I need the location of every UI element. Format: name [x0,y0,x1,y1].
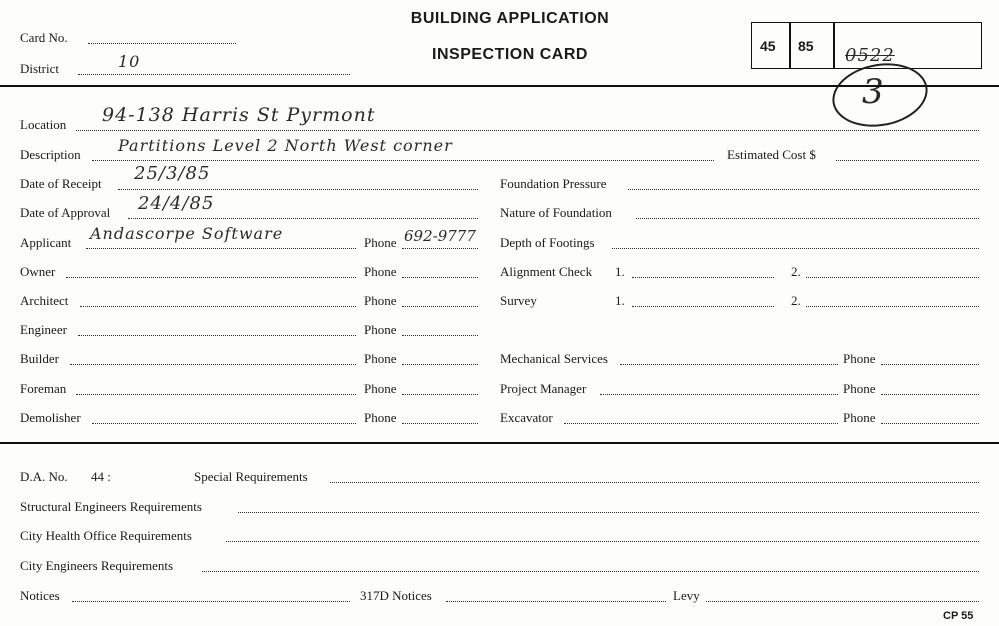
da-no-value: 44 : [91,469,111,484]
description-label: Description [20,147,81,162]
city-health-field[interactable] [226,541,979,542]
box-divider-1 [789,22,791,69]
applicant-field[interactable] [86,248,356,249]
mechanical-services-label: Mechanical Services [500,351,608,366]
project-manager-phone-field[interactable] [881,394,979,395]
estimated-cost-field[interactable] [836,160,979,161]
foundation-pressure-label: Foundation Pressure [500,176,607,191]
survey-label: Survey [500,293,537,308]
owner-label: Owner [20,264,56,279]
card-title-line1: BUILDING APPLICATION [410,10,610,27]
survey-num2: 2. [791,293,801,308]
district-field[interactable] [78,74,350,75]
foreman-phone-field[interactable] [402,394,478,395]
alignment-check-field-2[interactable] [806,277,979,278]
box-divider-2 [833,22,835,69]
owner-phone-label: Phone [364,264,397,279]
engineer-field[interactable] [78,335,356,336]
owner-phone-field[interactable] [402,277,478,278]
demolisher-phone-label: Phone [364,410,397,425]
date-approval-label: Date of Approval [20,205,111,220]
survey-num1: 1. [615,293,625,308]
header-rule [0,85,999,87]
architect-phone-field[interactable] [402,306,478,307]
district-label: District [20,61,59,76]
location-field[interactable] [76,130,979,131]
nature-foundation-field[interactable] [636,218,979,219]
description-field[interactable] [92,160,714,161]
depth-footings-field[interactable] [612,248,979,249]
alignment-num1: 1. [615,264,625,279]
demolisher-phone-field[interactable] [402,423,478,424]
box1-value: 45 [760,38,776,54]
form-code: CP 55 [943,610,974,622]
card-no-field[interactable] [88,43,236,44]
date-approval-value: 24/4/85 [138,193,215,214]
levy-label: Levy [673,588,700,603]
estimated-cost-label: Estimated Cost $ [727,147,816,162]
date-receipt-label: Date of Receipt [20,176,102,191]
architect-field[interactable] [80,306,356,307]
box2-value: 85 [798,38,814,54]
notices-317d-field[interactable] [446,601,666,602]
architect-label: Architect [20,293,69,308]
builder-phone-field[interactable] [402,364,478,365]
alignment-check-label: Alignment Check [500,264,593,279]
date-receipt-field[interactable] [118,189,478,190]
foreman-phone-label: Phone [364,381,397,396]
description-value: Partitions Level 2 North West corner [118,136,453,155]
da-no-label: D.A. No. [20,469,68,484]
survey-field-2[interactable] [806,306,979,307]
applicant-label: Applicant [20,235,72,250]
foreman-field[interactable] [76,394,356,395]
city-engineers-field[interactable] [202,571,979,572]
mechanical-services-field[interactable] [620,364,838,365]
section-rule [0,442,999,444]
excavator-field[interactable] [564,423,838,424]
applicant-phone-field[interactable] [402,248,478,249]
foundation-pressure-field[interactable] [628,189,979,190]
city-health-label: City Health Office Requirements [20,528,192,543]
excavator-label: Excavator [500,410,553,425]
project-manager-field[interactable] [600,394,838,395]
date-approval-field[interactable] [128,218,478,219]
survey-field-1[interactable] [632,306,774,307]
builder-field[interactable] [70,364,356,365]
special-requirements-field[interactable] [330,482,979,483]
architect-phone-label: Phone [364,293,397,308]
engineer-label: Engineer [20,322,67,337]
structural-engineers-label: Structural Engineers Requirements [20,499,202,514]
excavator-phone-field[interactable] [881,423,979,424]
foreman-label: Foreman [20,381,67,396]
levy-field[interactable] [706,601,979,602]
notices-317d-label: 317D Notices [360,588,432,603]
location-value: 94-138 Harris St Pyrmont [102,104,376,126]
applicant-phone-label: Phone [364,235,397,250]
depth-footings-label: Depth of Footings [500,235,595,250]
notices-field[interactable] [72,601,350,602]
project-manager-label: Project Manager [500,381,587,396]
box3-value: 0522 [845,45,895,66]
demolisher-label: Demolisher [20,410,81,425]
excavator-phone-label: Phone [843,410,876,425]
nature-foundation-label: Nature of Foundation [500,205,612,220]
owner-field[interactable] [66,277,356,278]
applicant-value: Andascorpe Software [90,224,284,243]
city-engineers-label: City Engineers Requirements [20,558,174,573]
circled-number: 3 [862,72,885,112]
demolisher-field[interactable] [92,423,356,424]
builder-label: Builder [20,351,59,366]
special-requirements-label: Special Requirements [194,469,308,484]
date-receipt-value: 25/3/85 [134,163,211,184]
mechanical-phone-label: Phone [843,351,876,366]
alignment-check-field-1[interactable] [632,277,774,278]
alignment-num2: 2. [791,264,801,279]
district-value: 10 [118,52,141,71]
structural-engineers-field[interactable] [238,512,979,513]
engineer-phone-label: Phone [364,322,397,337]
project-manager-phone-label: Phone [843,381,876,396]
card-title-line2: INSPECTION CARD [432,46,588,63]
builder-phone-label: Phone [364,351,397,366]
mechanical-phone-field[interactable] [881,364,979,365]
engineer-phone-field[interactable] [402,335,478,336]
location-label: Location [20,117,67,132]
applicant-phone-value: 692-9777 [404,227,476,245]
notices-label: Notices [20,588,60,603]
card-no-label: Card No. [20,30,68,45]
